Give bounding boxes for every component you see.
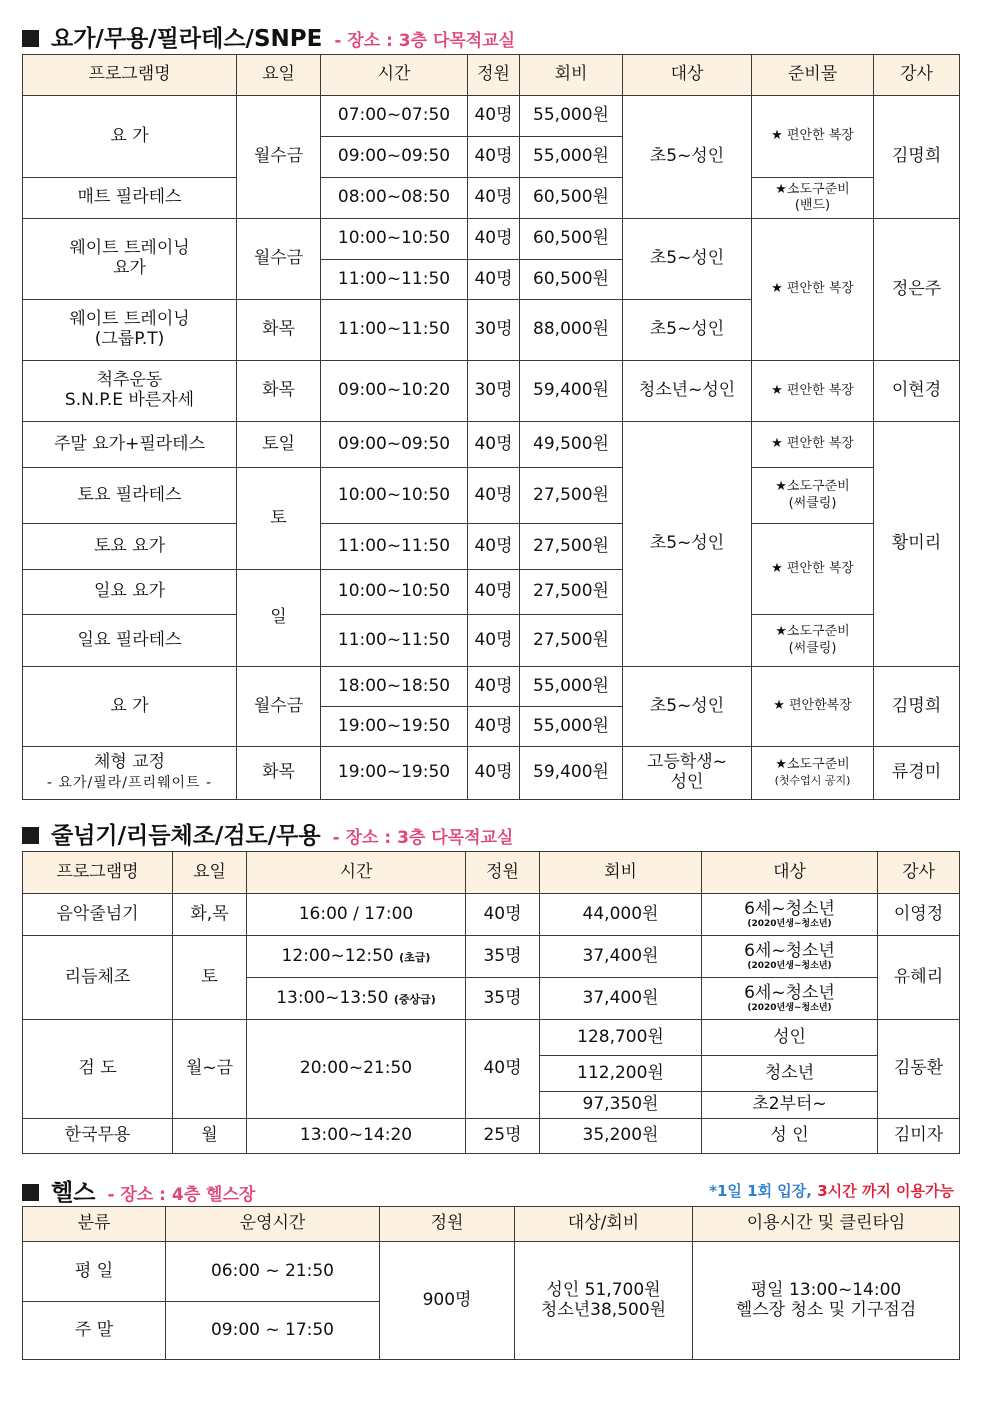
clean-time xyxy=(693,1242,960,1360)
section1-place: - 장소 : 3층 다목적교실 xyxy=(334,31,516,51)
preparation: ★ 편안한 복장 xyxy=(752,524,874,615)
preparation xyxy=(752,178,874,219)
time: 10:00~10:50 xyxy=(321,570,468,615)
teacher: 김명희 xyxy=(874,667,960,747)
header-cell: 준비물 xyxy=(752,55,874,96)
program-name: 요 가 xyxy=(23,96,237,178)
time: 10:00~10:50 xyxy=(321,468,468,524)
target-line: 6세~청소년 xyxy=(744,899,835,920)
square-bullet-icon xyxy=(22,1184,39,1201)
time: 09:00~09:50 xyxy=(321,137,468,178)
teacher: 이현경 xyxy=(874,361,960,422)
capacity: 40명 xyxy=(466,894,540,936)
section2-place: - 장소 : 3층 다목적교실 xyxy=(332,828,514,848)
program-name: 리듬체조 xyxy=(23,936,173,1020)
table-row xyxy=(23,1020,960,1056)
time: 11:00~11:50 xyxy=(321,615,468,667)
table-row xyxy=(23,894,960,936)
clean-line: 헬스장 청소 및 기구점검 xyxy=(735,1299,917,1320)
day: 화목 xyxy=(237,361,321,422)
header-cell: 강사 xyxy=(874,55,960,96)
header-cell: 요일 xyxy=(237,55,321,96)
header-cell: 강사 xyxy=(878,852,960,894)
time: 09:00~09:50 xyxy=(321,422,468,468)
teacher: 정은주 xyxy=(874,219,960,361)
table-row xyxy=(23,1242,960,1302)
target-sub: (2020년생~청소년) xyxy=(747,1002,832,1013)
table-row xyxy=(23,524,960,570)
header-cell: 분류 xyxy=(23,1207,166,1242)
header-cell: 프로그램명 xyxy=(23,55,237,96)
fee: 35,200원 xyxy=(540,1119,702,1154)
capacity: 40명 xyxy=(468,570,520,615)
header-cell: 회비 xyxy=(540,852,702,894)
teacher: 황미리 xyxy=(874,422,960,667)
program-name: 주말 요가+필라테스 xyxy=(23,422,237,468)
name-line: 요가 xyxy=(113,258,146,278)
usage-note-part2: 3시간 까지 이용가능 xyxy=(817,1182,954,1200)
fee: 37,400원 xyxy=(540,936,702,978)
capacity: 40명 xyxy=(468,667,520,707)
header-cell: 이용시간 및 클린타임 xyxy=(693,1207,960,1242)
teacher: 유혜리 xyxy=(878,936,960,1020)
target: 성 인 xyxy=(702,1119,878,1154)
header-cell: 요일 xyxy=(173,852,247,894)
program-name xyxy=(23,219,237,300)
fee: 97,350원 xyxy=(540,1092,702,1119)
target-line: 고등학생~ xyxy=(647,752,727,773)
section2-heading xyxy=(22,817,513,850)
teacher: 김명희 xyxy=(874,96,960,219)
section1-heading xyxy=(22,20,515,53)
target-sub: (2020년생~청소년) xyxy=(747,960,832,971)
day: 월~금 xyxy=(173,1020,247,1119)
name-line: S.N.P.E 바른자세 xyxy=(64,390,195,410)
prep-line: ★소도구준비 xyxy=(775,624,850,640)
target xyxy=(702,894,878,936)
time: 13:00~14:20 xyxy=(247,1119,466,1154)
table-row xyxy=(23,468,960,524)
program-name: 일요 요가 xyxy=(23,570,237,615)
target: 초5~성인 xyxy=(623,422,752,667)
time: 08:00~08:50 xyxy=(321,178,468,219)
section3-heading xyxy=(22,1174,255,1207)
program-name: 매트 필라테스 xyxy=(23,178,237,219)
program-name xyxy=(23,747,237,800)
header-cell: 대상 xyxy=(702,852,878,894)
preparation: ★ 편안한복장 xyxy=(752,667,874,747)
fee: 55,000원 xyxy=(520,96,623,137)
day: 일 xyxy=(237,570,321,667)
operating-hours: 06:00 ~ 21:50 xyxy=(166,1242,380,1302)
target-sub: (2020년생~청소년) xyxy=(747,918,832,929)
time: 09:00~10:20 xyxy=(321,361,468,422)
capacity: 40명 xyxy=(468,422,520,468)
teacher: 김동환 xyxy=(878,1020,960,1119)
capacity: 900명 xyxy=(380,1242,515,1360)
fee: 60,500원 xyxy=(520,219,623,260)
name-line: (그룹P.T) xyxy=(94,329,165,349)
fee: 27,500원 xyxy=(520,570,623,615)
table-row xyxy=(23,178,960,219)
table-row xyxy=(23,361,960,422)
capacity: 40명 xyxy=(468,96,520,137)
section1-title: 요가/무용/필라테스/SNPE xyxy=(51,26,323,52)
level: (중상급) xyxy=(393,992,436,1006)
header-cell: 정원 xyxy=(380,1207,515,1242)
day: 월 xyxy=(173,1119,247,1154)
table-header-row xyxy=(23,852,960,894)
capacity: 40명 xyxy=(468,524,520,570)
teacher: 류경미 xyxy=(874,747,960,800)
capacity: 40명 xyxy=(468,707,520,747)
day: 토 xyxy=(173,936,247,1020)
header-cell: 시간 xyxy=(247,852,466,894)
target-line: 6세~청소년 xyxy=(744,983,835,1004)
section1-table xyxy=(22,54,960,800)
day: 화,목 xyxy=(173,894,247,936)
capacity: 40명 xyxy=(468,747,520,800)
section3-title: 헬스 xyxy=(51,1180,96,1206)
table-row xyxy=(23,1119,960,1154)
fee: 49,500원 xyxy=(520,422,623,468)
preparation: ★ 편안한 복장 xyxy=(752,219,874,361)
time: 11:00~11:50 xyxy=(321,524,468,570)
level: (초급) xyxy=(399,950,431,964)
header-cell: 정원 xyxy=(466,852,540,894)
prep-line: (첫수업시 공지) xyxy=(774,774,851,787)
target: 초2부터~ xyxy=(702,1092,878,1119)
program-name xyxy=(23,300,237,361)
target: 초5~성인 xyxy=(623,219,752,300)
square-bullet-icon xyxy=(22,30,39,47)
time: 20:00~21:50 xyxy=(247,1020,466,1119)
fee-line: 청소년38,500원 xyxy=(540,1299,667,1320)
time: 16:00 / 17:00 xyxy=(247,894,466,936)
program-name: 요 가 xyxy=(23,667,237,747)
target: 초5~성인 xyxy=(623,667,752,747)
table-row xyxy=(23,667,960,707)
usage-note-part1: *1일 1회 입장, xyxy=(709,1182,818,1200)
prep-line: (써클링) xyxy=(788,640,837,656)
day: 월수금 xyxy=(237,96,321,219)
time: 11:00~11:50 xyxy=(321,300,468,361)
fee: 112,200원 xyxy=(540,1056,702,1092)
section3-place: - 장소 : 4층 헬스장 xyxy=(107,1185,256,1205)
time xyxy=(247,978,466,1020)
time-value: 12:00~12:50 xyxy=(281,945,394,966)
capacity: 35명 xyxy=(466,978,540,1020)
capacity: 40명 xyxy=(468,219,520,260)
time xyxy=(247,936,466,978)
target: 초5~성인 xyxy=(623,300,752,361)
target-fee xyxy=(515,1242,693,1360)
day: 화목 xyxy=(237,300,321,361)
fee: 88,000원 xyxy=(520,300,623,361)
program-name xyxy=(23,361,237,422)
fee: 60,500원 xyxy=(520,178,623,219)
time: 07:00~07:50 xyxy=(321,96,468,137)
fee: 60,500원 xyxy=(520,260,623,300)
table-row xyxy=(23,615,960,667)
capacity: 30명 xyxy=(468,300,520,361)
capacity: 25명 xyxy=(466,1119,540,1154)
capacity: 40명 xyxy=(468,468,520,524)
table-row xyxy=(23,747,960,800)
fee: 27,500원 xyxy=(520,524,623,570)
table-row xyxy=(23,219,960,260)
table-row xyxy=(23,936,960,978)
fee: 128,700원 xyxy=(540,1020,702,1056)
time: 19:00~19:50 xyxy=(321,747,468,800)
capacity: 40명 xyxy=(468,260,520,300)
program-name: 일요 필라테스 xyxy=(23,615,237,667)
prep-line: ★소도구준비 xyxy=(775,181,850,197)
prep-line: ★소도구준비 xyxy=(775,756,850,772)
table-header-row xyxy=(23,55,960,96)
prep-line: ★소도구준비 xyxy=(775,479,850,495)
capacity: 40명 xyxy=(466,1020,540,1119)
category: 평 일 xyxy=(23,1242,166,1302)
section3-table xyxy=(22,1206,960,1360)
name-line: 체형 교정 xyxy=(93,752,166,773)
usage-note xyxy=(709,1180,954,1201)
target: 청소년 xyxy=(702,1056,878,1092)
capacity: 35명 xyxy=(466,936,540,978)
fee: 55,000원 xyxy=(520,137,623,178)
target xyxy=(702,936,878,978)
fee: 44,000원 xyxy=(540,894,702,936)
header-cell: 대상/회비 xyxy=(515,1207,693,1242)
fee: 55,000원 xyxy=(520,667,623,707)
preparation: ★ 편안한 복장 xyxy=(752,422,874,468)
teacher: 김미자 xyxy=(878,1119,960,1154)
preparation xyxy=(752,615,874,667)
target xyxy=(702,978,878,1020)
program-name: 검 도 xyxy=(23,1020,173,1119)
program-name: 토요 요가 xyxy=(23,524,237,570)
program-name: 한국무용 xyxy=(23,1119,173,1154)
target xyxy=(623,747,752,800)
capacity: 40명 xyxy=(468,178,520,219)
name-line: 척추운동 xyxy=(96,370,163,391)
header-cell: 시간 xyxy=(321,55,468,96)
day: 토 xyxy=(237,468,321,570)
fee: 37,400원 xyxy=(540,978,702,1020)
teacher: 이영정 xyxy=(878,894,960,936)
header-cell: 운영시간 xyxy=(166,1207,380,1242)
operating-hours: 09:00 ~ 17:50 xyxy=(166,1302,380,1360)
capacity: 40명 xyxy=(468,615,520,667)
header-cell: 정원 xyxy=(468,55,520,96)
preparation xyxy=(752,747,874,800)
target: 초5~성인 xyxy=(623,96,752,219)
header-cell: 대상 xyxy=(623,55,752,96)
name-line: 웨이트 트레이닝 xyxy=(69,238,190,259)
program-name: 음악줄넘기 xyxy=(23,894,173,936)
target: 청소년~성인 xyxy=(623,361,752,422)
header-cell: 회비 xyxy=(520,55,623,96)
fee: 55,000원 xyxy=(520,707,623,747)
square-bullet-icon xyxy=(22,827,39,844)
time-value: 13:00~13:50 xyxy=(276,987,389,1008)
capacity: 40명 xyxy=(468,137,520,178)
day: 화목 xyxy=(237,747,321,800)
target: 성인 xyxy=(702,1020,878,1056)
day: 월수금 xyxy=(237,219,321,300)
prep-line: (밴드) xyxy=(794,198,831,213)
program-name: 토요 필라테스 xyxy=(23,468,237,524)
preparation: ★ 편안한 복장 xyxy=(752,96,874,178)
header-cell: 프로그램명 xyxy=(23,852,173,894)
time: 11:00~11:50 xyxy=(321,260,468,300)
time: 19:00~19:50 xyxy=(321,707,468,747)
clean-line: 평일 13:00~14:00 xyxy=(750,1279,902,1300)
fee-line: 성인 51,700원 xyxy=(546,1279,661,1300)
category: 주 말 xyxy=(23,1302,166,1360)
target-line: 성인 xyxy=(670,772,704,792)
time: 10:00~10:50 xyxy=(321,219,468,260)
preparation: ★ 편안한 복장 xyxy=(752,361,874,422)
name-line: - 요가/필라/프리웨이트 - xyxy=(46,775,213,791)
name-line: 웨이트 트레이닝 xyxy=(69,309,190,330)
fee: 59,400원 xyxy=(520,747,623,800)
fee: 59,400원 xyxy=(520,361,623,422)
section2-title: 줄넘기/리듬체조/검도/무용 xyxy=(51,823,321,849)
section2-table xyxy=(22,851,960,1154)
table-row xyxy=(23,96,960,137)
day: 토일 xyxy=(237,422,321,468)
table-header-row xyxy=(23,1207,960,1242)
preparation xyxy=(752,468,874,524)
target-line: 6세~청소년 xyxy=(744,941,835,962)
time: 18:00~18:50 xyxy=(321,667,468,707)
table-row xyxy=(23,422,960,468)
day: 월수금 xyxy=(237,667,321,747)
prep-line: (써클링) xyxy=(788,495,837,511)
capacity: 30명 xyxy=(468,361,520,422)
fee: 27,500원 xyxy=(520,468,623,524)
fee: 27,500원 xyxy=(520,615,623,667)
